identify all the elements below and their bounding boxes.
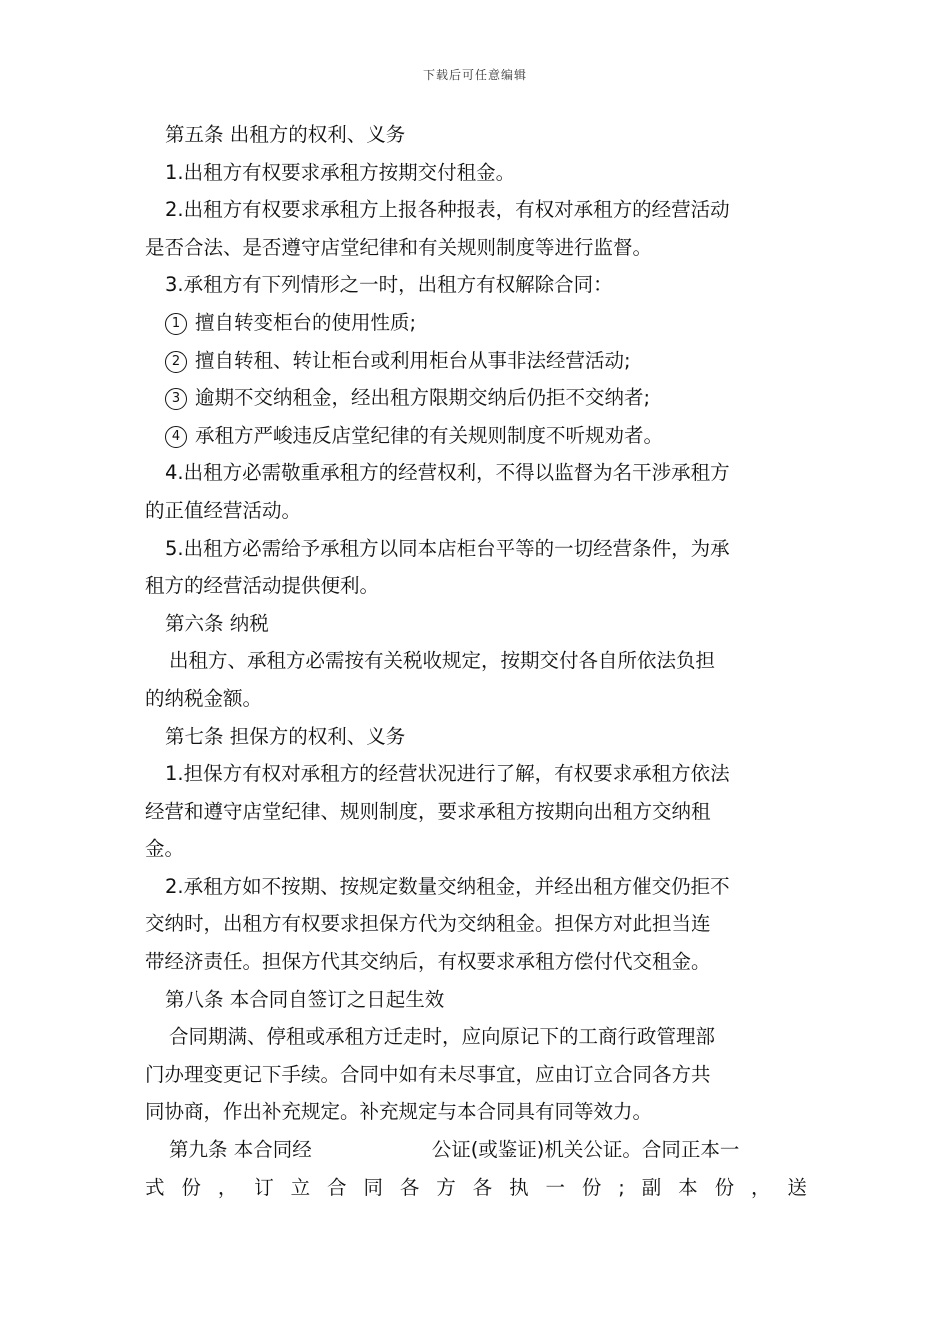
article-5-clause-2-line-2: 是否合法、是否遵守店堂纪律和有关规则制度等进行监督。 — [145, 235, 653, 259]
article-9-line-2-char: 方 — [436, 1175, 456, 1199]
article-9-line-1 — [145, 1131, 807, 1169]
item-text: 承租方严峻违反店堂纪律的有关规则制度不听规劝者。 — [195, 423, 664, 447]
article-5-clause-3-item-3 — [145, 379, 807, 417]
article-7-clause-2-line-3: 带经济责任。担保方代其交纳后，有权要求承租方偿付代交租金。 — [145, 950, 711, 974]
circled-number-1: 1 — [165, 313, 187, 335]
article-8-line-3: 同协商，作出补充规定。补充规定与本合同具有同等效力。 — [145, 1100, 653, 1124]
article-9-line-2-char: ， — [217, 1175, 238, 1199]
article-9-line-2-char: 送 — [787, 1175, 807, 1199]
article-9-line-2-char: 各 — [399, 1175, 420, 1199]
item-text: 逾期不交纳租金，经出租方限期交纳后仍拒不交纳者; — [195, 386, 651, 410]
article-6-title: 第六条 纳税 — [165, 611, 269, 635]
article-8-title: 第八条 本合同自签订之日起生效 — [165, 987, 445, 1011]
article-5-clause-2-line-1: 2.出租方有权要求承租方上报各种报表，有权对承租方的经营活动 — [165, 198, 730, 222]
article-9-line-2-char: 份 — [581, 1175, 602, 1199]
article-9-line-2-char: 一 — [545, 1175, 565, 1199]
article-5-clause-3-item-1 — [145, 304, 807, 342]
article-7-title: 第七条 担保方的权利、义务 — [165, 724, 406, 748]
article-9-line-2-char: 份 — [181, 1175, 201, 1199]
article-5-clause-3-item-2 — [145, 342, 807, 380]
article-7-clause-1-line-3: 金。 — [145, 837, 185, 861]
article-9-line-2-char: 立 — [290, 1175, 311, 1199]
article-9-line-2-char: 式 — [145, 1175, 165, 1199]
article-9-text-part-2: 公证(或鉴证)机关公证。合同正本一 — [431, 1138, 740, 1162]
circled-number-2: 2 — [165, 351, 187, 373]
circled-number-4: 4 — [165, 426, 187, 448]
article-5-clause-5-line-1: 5.出租方必需给予承租方以同本店柜台平等的一切经营条件，为承 — [165, 536, 730, 560]
page-header: 下载后可任意编辑 — [422, 68, 527, 82]
article-9-text-part-1: 第九条 本合同经 — [169, 1138, 312, 1162]
article-5-clause-5-line-2: 租方的经营活动提供便利。 — [145, 574, 380, 598]
article-9-line-2-char: 本 — [678, 1175, 698, 1199]
article-9-line-2 — [145, 1169, 807, 1207]
article-6-line-1: 出租方、承租方必需按有关税收规定，按期交付各自所依法负担 — [169, 649, 716, 673]
article-5-clause-3: 3.承租方有下列情形之一时，出租方有权解除合同： — [165, 273, 613, 297]
article-9-line-2-char: ; — [618, 1175, 625, 1199]
article-5-clause-4-line-2: 的正值经营活动。 — [145, 498, 302, 522]
article-7-clause-1-line-2: 经营和遵守店堂纪律、规则制度，要求承租方按期向出租方交纳租 — [145, 799, 711, 823]
article-9-line-2-char: 合 — [327, 1175, 347, 1199]
article-7-clause-2-line-1: 2.承租方如不按期、按规定数量交纳租金，并经出租方催交仍拒不 — [165, 874, 730, 898]
article-9-line-2-char: 份 — [714, 1175, 735, 1199]
article-9-line-2-char: 订 — [254, 1175, 274, 1199]
article-8-line-2: 门办理变更记下手续。合同中如有未尽事宜，应由订立合同各方共 — [145, 1062, 711, 1086]
article-9-line-2-char: 各 — [472, 1175, 493, 1199]
article-5-clause-4-line-1: 4.出租方必需敬重承租方的经营权利，不得以监督为名干涉承租方 — [165, 461, 730, 485]
article-5-title: 第五条 出租方的权利、义务 — [165, 123, 406, 146]
article-8-line-1: 合同期满、停租或承租方迁走时，应向原记下的工商行政管理部 — [169, 1025, 716, 1049]
item-text: 擅自转租、转让柜台或利用柜台从事非法经营活动; — [195, 348, 631, 372]
article-6-line-2: 的纳税金额。 — [145, 686, 263, 710]
document-body — [145, 116, 807, 1206]
article-9-line-2-char: 副 — [641, 1175, 662, 1199]
article-9-line-2-char: 执 — [509, 1175, 529, 1199]
article-7-clause-1-line-1: 1.担保方有权对承租方的经营状况进行了解，有权要求承租方依法 — [165, 762, 730, 786]
article-5-clause-1: 1.出租方有权要求承租方按期交付租金。 — [165, 160, 516, 184]
article-9-line-2-char: ， — [750, 1175, 771, 1199]
item-text: 擅自转变柜台的使用性质; — [195, 310, 417, 334]
article-7-clause-2-line-2: 交纳时，出租方有权要求担保方代为交纳租金。担保方对此担当连 — [145, 912, 711, 936]
circled-number-3: 3 — [165, 388, 187, 410]
article-9-line-2-char: 同 — [363, 1175, 383, 1199]
article-5-clause-3-item-4 — [145, 417, 807, 455]
